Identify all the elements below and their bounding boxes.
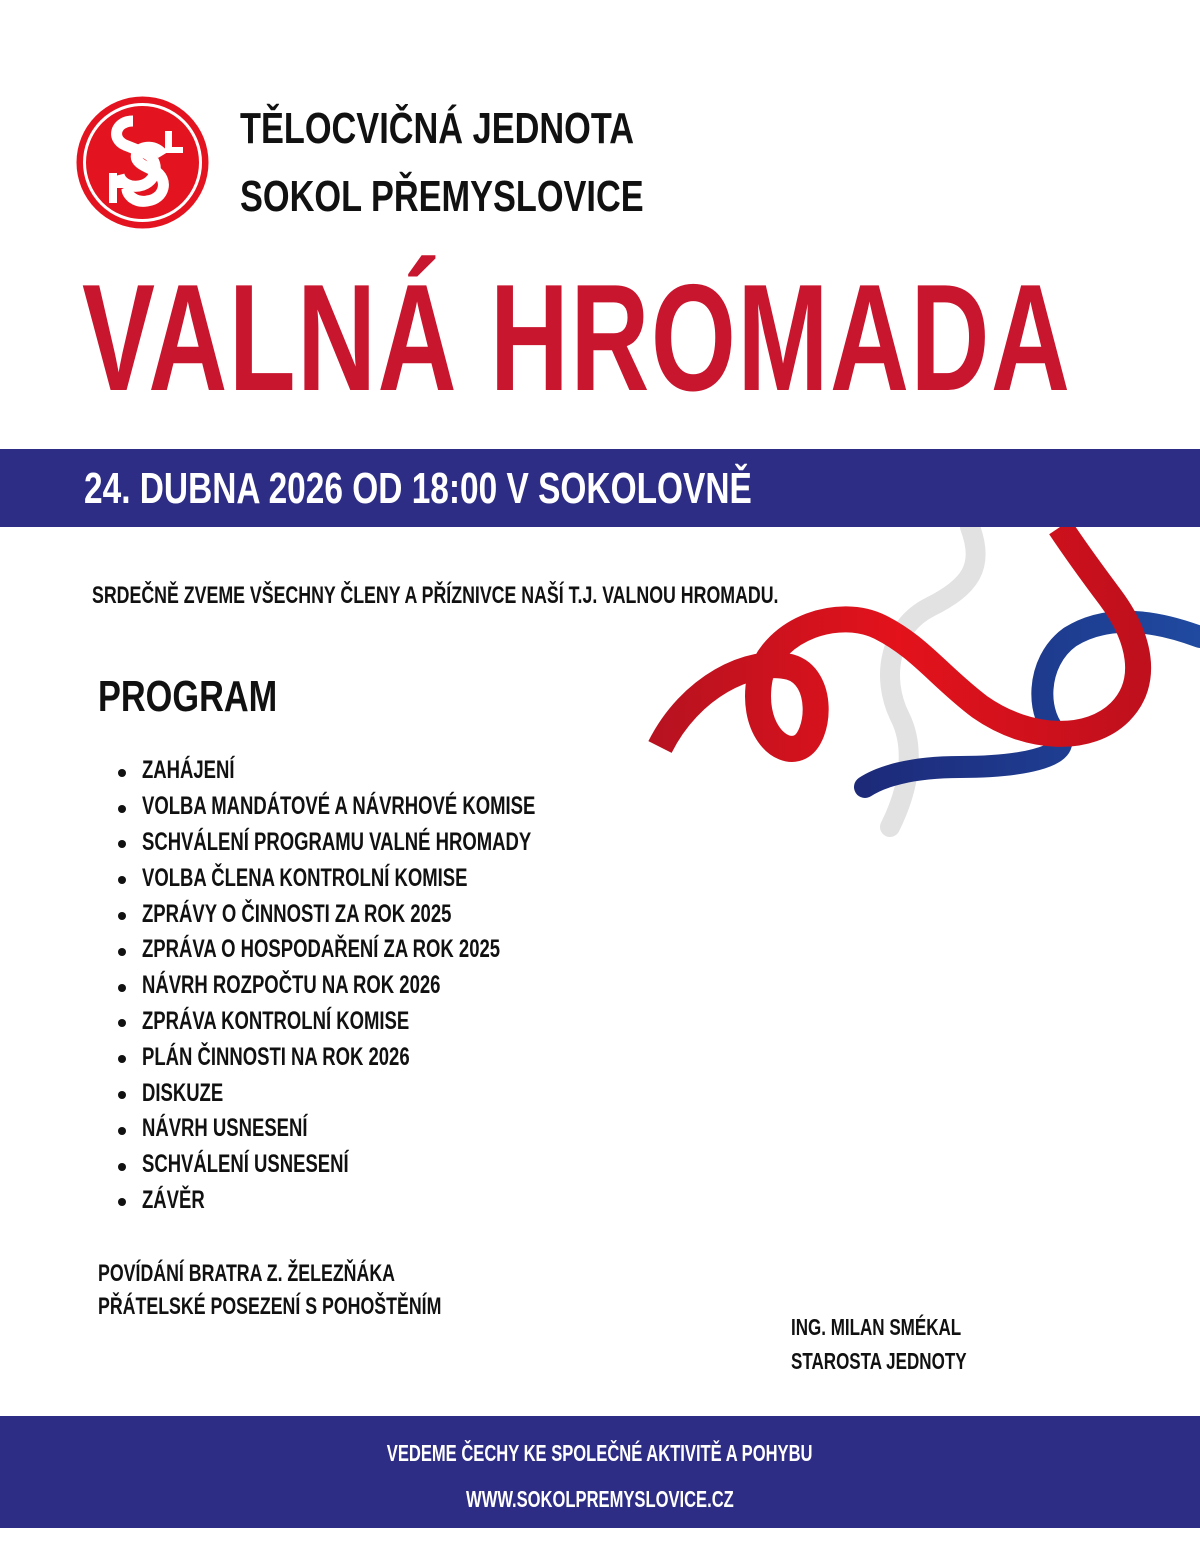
invitation-text: SRDEČNĚ ZVEME VŠECHNY ČLENY A PŘÍZNIVCE NAŠÍ T.J. VALNOU HROMADU. bbox=[92, 582, 779, 609]
program-item: PLÁN ČINNOSTI NA ROK 2026 bbox=[118, 1039, 674, 1075]
program-item: ZPRÁVA KONTROLNÍ KOMISE bbox=[118, 1004, 674, 1040]
bullet-icon bbox=[118, 840, 126, 848]
event-title: VALNÁ HROMADA bbox=[82, 253, 1072, 423]
program-item: ZPRÁVA O HOSPODAŘENÍ ZA ROK 2025 bbox=[118, 932, 674, 968]
bullet-icon bbox=[118, 1163, 126, 1171]
bullet-icon bbox=[118, 769, 126, 777]
bullet-icon bbox=[118, 1055, 126, 1063]
program-item: DISKUZE bbox=[118, 1075, 674, 1111]
signature-name: ING. MILAN SMÉKAL bbox=[791, 1314, 962, 1340]
bullet-icon bbox=[118, 1198, 126, 1206]
bullet-icon bbox=[118, 805, 126, 813]
program-item: NÁVRH USNESENÍ bbox=[118, 1111, 674, 1147]
program-list bbox=[118, 753, 674, 1218]
bullet-icon bbox=[118, 948, 126, 956]
bullet-icon bbox=[118, 984, 126, 992]
event-date-text: 24. DUBNA 2026 OD 18:00 V SOKOLOVNĚ bbox=[84, 464, 752, 513]
sokol-logo-icon bbox=[75, 95, 210, 230]
program-item: ZPRÁVY O ČINNOSTI ZA ROK 2025 bbox=[118, 896, 674, 932]
bullet-icon bbox=[118, 1091, 126, 1099]
bullet-icon bbox=[118, 1127, 126, 1135]
org-name-line2: SOKOL PŘEMYSLOVICE bbox=[240, 172, 644, 221]
program-item: ZÁVĚR bbox=[118, 1183, 674, 1219]
bullet-icon bbox=[118, 912, 126, 920]
program-item: SCHVÁLENÍ PROGRAMU VALNÉ HROMADY bbox=[118, 825, 674, 861]
extra-talk: POVÍDÁNÍ BRATRA Z. ŽELEZŇÁKA bbox=[98, 1260, 395, 1287]
bullet-icon bbox=[118, 876, 126, 884]
footer-website-link[interactable]: WWW.SOKOLPREMYSLOVICE.CZ bbox=[466, 1486, 734, 1512]
program-item: ZAHÁJENÍ bbox=[118, 753, 674, 789]
program-item: NÁVRH ROZPOČTU NA ROK 2026 bbox=[118, 968, 674, 1004]
program-heading: PROGRAM bbox=[98, 672, 278, 721]
program-item: VOLBA ČLENA KONTROLNÍ KOMISE bbox=[118, 860, 674, 896]
bullet-icon bbox=[118, 1019, 126, 1027]
signature-role: STAROSTA JEDNOTY bbox=[791, 1348, 967, 1374]
tricolor-ribbon-icon bbox=[640, 527, 1200, 847]
org-name-line1: TĚLOCVIČNÁ JEDNOTA bbox=[240, 104, 635, 153]
footer-slogan: VEDEME ČECHY KE SPOLEČNÉ AKTIVITĚ A POHYBU bbox=[387, 1440, 813, 1466]
extra-gathering: PŘÁTELSKÉ POSEZENÍ S POHOŠTĚNÍM bbox=[98, 1293, 442, 1320]
program-item: VOLBA MANDÁTOVÉ A NÁVRHOVÉ KOMISE bbox=[118, 789, 674, 825]
program-item: SCHVÁLENÍ USNESENÍ bbox=[118, 1147, 674, 1183]
